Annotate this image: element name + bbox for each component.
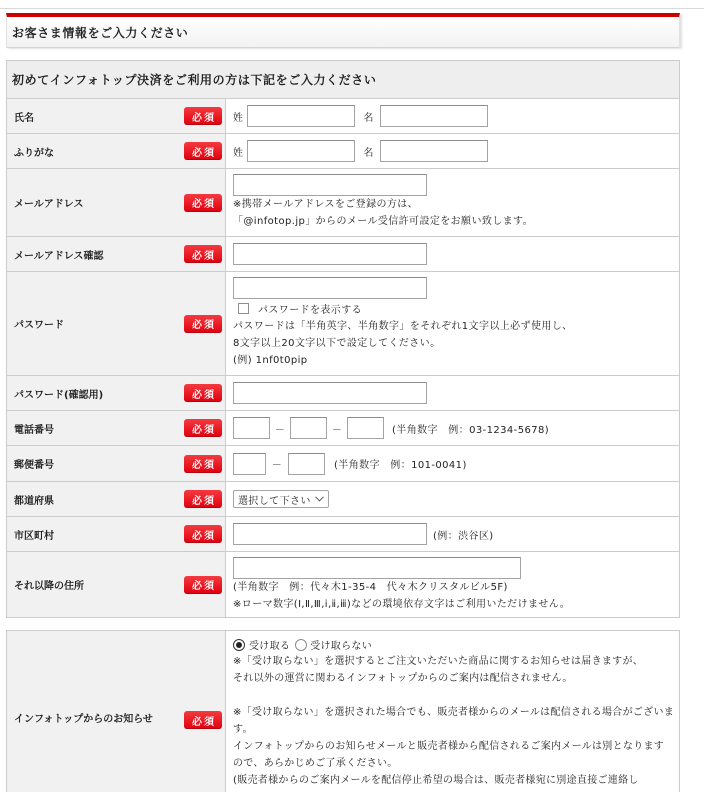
password-label: パスワード (14, 320, 64, 331)
postal-code-input-2[interactable] (288, 453, 325, 475)
phone-label: 電話番号 (14, 424, 54, 436)
furigana-value-cell (226, 134, 679, 168)
show-password-checkbox[interactable] (238, 303, 249, 314)
label-cell (7, 482, 226, 516)
newsletter-label: インフォトップからのお知らせ (14, 714, 153, 725)
email-label: メールアドレス (14, 199, 84, 210)
email-confirm-label: メールアドレス確認 (14, 250, 104, 262)
address-warning: ※ローマ数字(Ⅰ,Ⅱ,Ⅲ,ⅰ,ⅱ,ⅲ)などの環境依存文字はご利用いただけません。 (233, 599, 571, 610)
label-cell (7, 631, 226, 792)
show-password-label[interactable]: パスワードを表示する (258, 304, 362, 316)
newsletter-note: それ以外の運営に関わるインフォトップからのご案内は配信されません。 (233, 673, 573, 684)
form-row-city (7, 516, 679, 551)
first-name-input[interactable] (380, 105, 488, 127)
required-badge: 必須 (184, 455, 222, 473)
required-badge: 必須 (184, 419, 222, 437)
label-cell (7, 411, 226, 445)
phone-input-1[interactable] (233, 417, 270, 439)
form-row-postal-code (7, 445, 679, 481)
required-badge: 必須 (184, 107, 222, 125)
furigana-first-name-input[interactable] (380, 140, 488, 162)
email-note: 「@infotop.jp」からのメール受信許可設定をお願い致します。 (233, 216, 534, 227)
postal-code-hint: (半角数字 例：101-0041) (334, 460, 467, 471)
form-row-name (7, 98, 679, 133)
email-note: ※携帯メールアドレスをご登録の方は、 (233, 199, 419, 210)
newsletter-note: す。 (233, 724, 253, 735)
required-badge: 必須 (184, 576, 222, 594)
required-badge: 必須 (184, 490, 222, 508)
address-hint: (半角数字 例：代々木1-35-4 代々木クリスタルビル5F) (233, 582, 508, 593)
show-password-toggle[interactable] (233, 299, 362, 317)
page-title: お客さま情報をご入力ください (12, 25, 189, 40)
furigana-last-name-label: 姓 (233, 147, 244, 159)
address-value-cell (226, 552, 679, 617)
newsletter-note: (販売者様からのご案内メールを配信停止希望の場合は、販売者様宛に別途直接ご連絡し (233, 775, 639, 786)
city-input[interactable] (233, 523, 427, 545)
newsletter-value-cell (226, 631, 679, 792)
label-cell (7, 552, 226, 617)
phone-separator: － (274, 424, 286, 436)
newsletter-receive-label[interactable]: 受け取る (249, 641, 291, 652)
chevron-down-icon (315, 496, 324, 502)
required-badge: 必須 (184, 525, 222, 543)
required-badge: 必須 (184, 384, 222, 402)
required-badge: 必須 (184, 194, 222, 212)
required-badge: 必須 (184, 315, 222, 333)
form-row-password (7, 271, 679, 375)
required-badge: 必須 (184, 245, 222, 263)
address-input[interactable] (233, 557, 521, 579)
label-cell (7, 446, 226, 481)
newsletter-form (6, 630, 680, 792)
password-confirm-label: パスワード(確認用) (14, 389, 104, 401)
password-value-cell (226, 272, 679, 375)
phone-input-3[interactable] (347, 417, 384, 439)
postal-code-label: 郵便番号 (14, 460, 54, 471)
last-name-label: 姓 (233, 112, 244, 124)
newsletter-receive-radio[interactable] (233, 639, 245, 651)
form-row-prefecture (7, 481, 679, 516)
prefecture-value-cell (226, 482, 679, 516)
postal-code-value-cell (226, 446, 679, 481)
phone-value-cell (226, 411, 679, 445)
city-hint: (例：渋谷区) (433, 530, 494, 542)
label-cell (7, 272, 226, 375)
required-badge: 必須 (184, 142, 222, 160)
newsletter-note: ※「受け取らない」を選択された場合でも、販売者様からのメールは配信される場合がございま (233, 707, 675, 718)
section-title: 初めてインフォトップ決済をご利用の方は下記をご入力ください (7, 61, 679, 98)
label-cell (7, 99, 226, 133)
newsletter-note: ので、あらかじめご了承ください。 (233, 758, 398, 769)
password-note: 8文字以上20文字以下で設定してください。 (233, 338, 441, 349)
password-example: (例) 1nf0t0pip (233, 355, 308, 366)
form-row-address (7, 551, 679, 617)
city-label: 市区町村 (14, 530, 54, 542)
required-badge: 必須 (184, 711, 222, 729)
furigana-last-name-input[interactable] (247, 140, 355, 162)
newsletter-radio-group (233, 636, 377, 653)
form-row-password-confirm (7, 375, 679, 410)
newsletter-decline-radio[interactable] (295, 639, 307, 651)
form-row-email (7, 168, 679, 236)
furigana-first-name-label: 名 (363, 147, 374, 159)
password-input[interactable] (233, 277, 427, 299)
password-note: パスワードは「半角英字、半角数字」をそれぞれ1文字以上必ず使用し、 (233, 321, 573, 332)
furigana-label: ふりがな (14, 147, 54, 159)
email-input[interactable] (233, 174, 427, 196)
prefecture-select[interactable] (233, 490, 329, 508)
email-value-cell (226, 169, 679, 236)
label-cell (7, 134, 226, 168)
postal-code-separator: － (271, 460, 283, 471)
phone-separator: － (331, 424, 343, 436)
postal-code-input-1[interactable] (233, 453, 266, 475)
form-row-furigana (7, 133, 679, 168)
newsletter-decline-label[interactable]: 受け取らない (310, 641, 373, 652)
phone-input-2[interactable] (290, 417, 327, 439)
form-row-email-confirm (7, 236, 679, 271)
name-label: 氏名 (14, 112, 34, 124)
email-confirm-input[interactable] (233, 243, 427, 265)
first-name-label: 名 (363, 112, 374, 124)
newsletter-note: ※「受け取らない」を選択するとご注文いただいた商品に関するお知らせは届きますが、 (233, 656, 644, 667)
name-value-cell (226, 99, 679, 133)
password-confirm-input[interactable] (233, 382, 427, 404)
newsletter-note-block (233, 653, 643, 687)
form-row-newsletter (7, 631, 679, 792)
address-label: それ以降の住所 (14, 581, 84, 592)
email-confirm-value-cell (226, 237, 679, 271)
page-header (6, 13, 680, 48)
newsletter-note-block (233, 704, 674, 789)
label-cell (7, 517, 226, 551)
label-cell (7, 169, 226, 236)
last-name-input[interactable] (247, 105, 355, 127)
label-cell (7, 376, 226, 410)
prefecture-label: 都道府県 (14, 495, 54, 507)
customer-info-form (6, 60, 680, 618)
label-cell (7, 237, 226, 271)
form-row-phone (7, 410, 679, 445)
prefecture-selected-value: 選択して下さい (238, 495, 311, 507)
password-confirm-value-cell (226, 376, 679, 410)
city-value-cell (226, 517, 679, 551)
newsletter-note: インフォトップからのお知らせメールと販売者様から配信されるご案内メールは別となります (233, 741, 665, 752)
phone-hint: (半角数字 例：03-1234-5678) (392, 424, 550, 436)
top-divider (0, 8, 704, 9)
